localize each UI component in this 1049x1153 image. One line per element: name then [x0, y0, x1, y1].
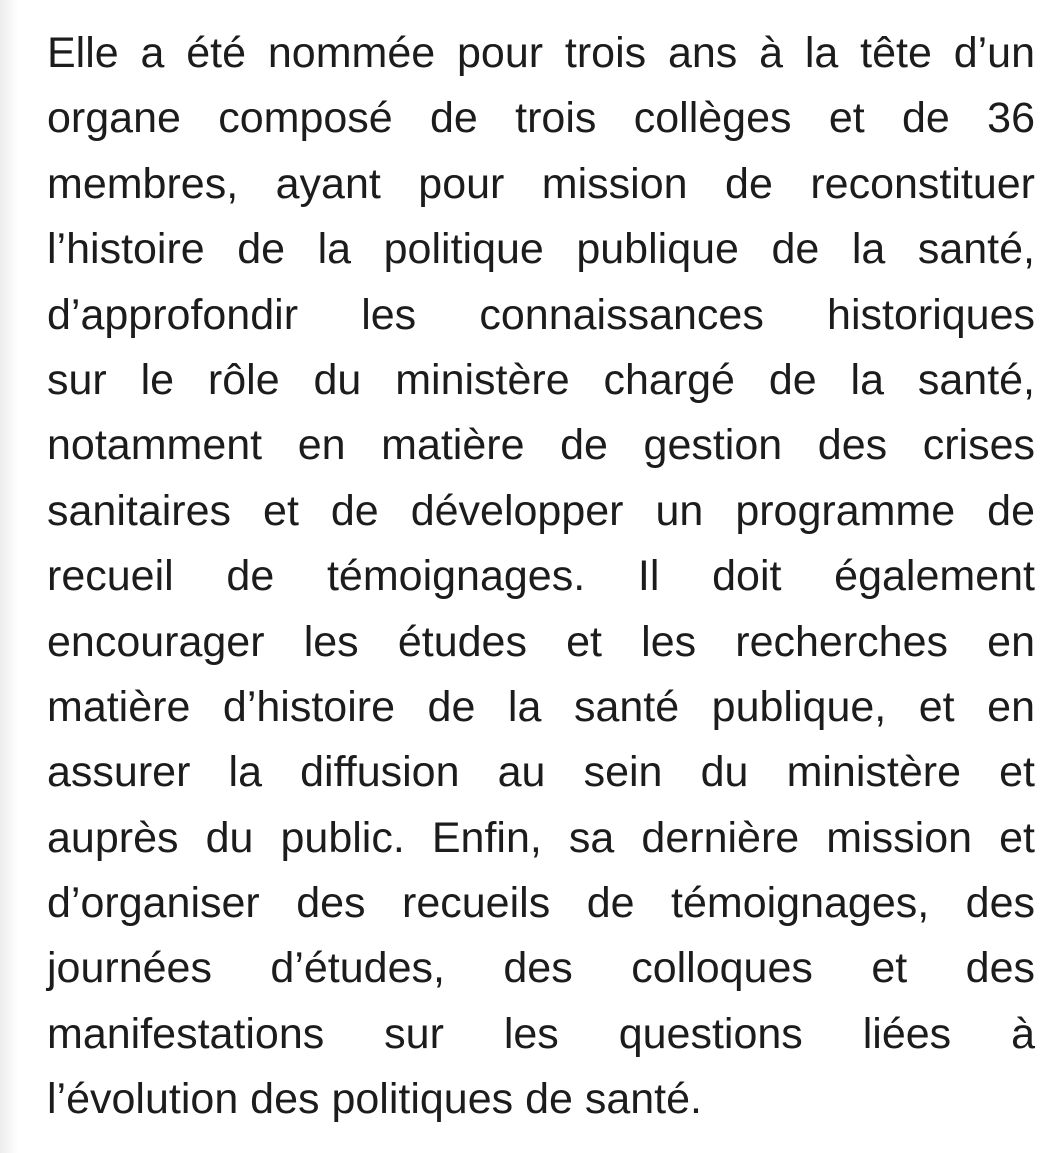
paragraph-line: sanitaires et de développer un programme de — [47, 486, 1035, 535]
paragraph-line: membres, ayant pour mission de reconstituer — [47, 159, 1035, 208]
paragraph-line: Elle a été nommée pour trois ans à la tête d’un — [47, 29, 1035, 77]
paragraph-line: assurer la diffusion au sein du ministère et — [47, 748, 1035, 797]
paragraph-line: encourager les études et les recherches en — [47, 617, 1035, 666]
paragraph-line: matière d’histoire de la santé publique, et en — [47, 682, 1035, 731]
paragraph-line: l’histoire de la politique publique de la santé, — [47, 225, 1035, 274]
paragraph-line: l’évolution des politiques de santé. — [47, 1075, 702, 1124]
paragraph-line: manifestations sur les questions liées à — [47, 1009, 1035, 1058]
paragraph-line: organe composé de trois collèges et de 36 — [47, 94, 1035, 143]
paragraph-line: notamment en matière de gestion des crises — [47, 421, 1035, 470]
paragraph-line: journées d’études, des colloques et des — [47, 944, 1035, 993]
paragraph-line: recueil de témoignages. Il doit également — [47, 552, 1035, 601]
paragraph-line: d’approfondir les connaissances historiques — [47, 290, 1035, 339]
paragraph-line: auprès du public. Enfin, sa dernière mission et — [47, 813, 1035, 862]
article-paragraph — [47, 21, 1035, 1133]
page-edge-shadow — [0, 0, 18, 1153]
paragraph-line: sur le rôle du ministère chargé de la santé, — [47, 355, 1035, 404]
paragraph-line: d’organiser des recueils de témoignages, des — [47, 879, 1035, 928]
